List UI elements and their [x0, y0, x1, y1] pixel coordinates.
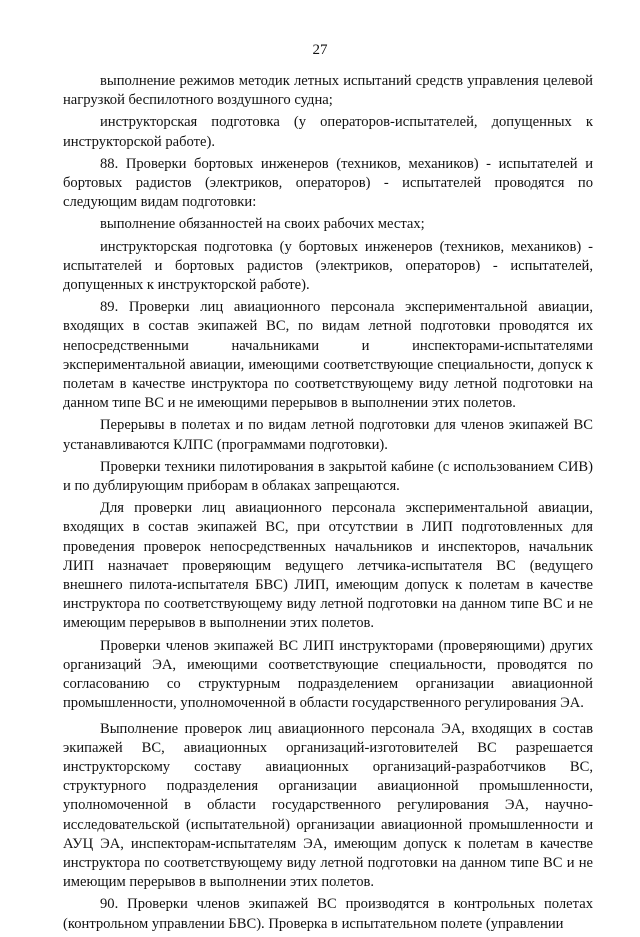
paragraph-6: 89. Проверки лиц авиационного персонала экспериментальной авиации, входящих в состав экипажей ВС, по видам летной подготовки проводятся их непосредственными начальниками и инспекторами-испытателями экспериментальной авиации, имеющими соответствующие специальности, допуск к полетам в качестве инструктора по соответствующему виду летной подготовки на данном типе ВС и не имеющими перерывов в выполнении этих полетов.: [63, 299, 593, 412]
document-body: [63, 72, 593, 937]
paragraph-3: 88. Проверки бортовых инженеров (техников, механиков) - испытателей и бортовых радистов (электриков, операторов) - испытателей проводятся по следующим видам подготовки:: [63, 155, 593, 211]
paragraph-4: выполнение обязанностей на своих рабочих местах;: [100, 216, 425, 233]
paragraph-2: инструкторская подготовка (у операторов-испытателей, допущенных к инструкторской работе).: [63, 114, 593, 150]
paragraph-8: Проверки техники пилотирования в закрытой кабине (с использованием СИВ) и по дублирующим приборам в облаках запрещаются.: [63, 458, 593, 495]
paragraph-12: 90. Проверки членов экипажей ВС производятся в контрольных полетах (контрольном управлении БВС). Проверка в испытательном полете (управлении: [63, 896, 593, 932]
paragraph-5: инструкторская подготовка (у бортовых инженеров (техников, механиков) - испытателей и бортовых радистов (электриков, операторов) - испытателей, допущенных к инструкторской работе).: [63, 238, 593, 294]
paragraph-7: Перерывы в полетах и по видам летной подготовки для членов экипажей ВС устанавливаются КЛПС (программами подготовки).: [63, 417, 593, 453]
paragraph-10: Проверки членов экипажей ВС ЛИП инструкторами (проверяющими) других организаций ЭА, имеющими соответствующие специальности, проводятся по согласованию со структурным подразделением организации авиационной промышленности, уполномоченной в области государственного регулирования ЭА.: [63, 637, 593, 712]
paragraph-11: Выполнение проверок лиц авиационного персонала ЭА, входящих в состав экипажей ВС, авиационных организаций-изготовителей ВС разрешается инструкторскому составу авиационных организаций-разработчиков ВС, структурного подразделения организации авиационной промышленности, уполномоченной в области государственного регулирования ЭА, научно-исследовательской (испытательной) организации авиационной промышленности и АУЦ ЭА, инспекторам-испытателям ЭА, имеющим допуск к полетам в качестве инструктора по соответствующему виду летной подготовки на данном типе ВС и не имеющим перерывов в выполнении этих полетов.: [63, 720, 593, 891]
paragraph-1: выполнение режимов методик летных испытаний средств управления целевой нагрузкой беспилотного воздушного судна;: [63, 73, 593, 109]
page-number: 27: [312, 42, 328, 58]
paragraph-9: Для проверки лиц авиационного персонала экспериментальной авиации, входящих в состав экипажей ВС, при отсутствии в ЛИП подготовленных для проведения проверок непосредственных начальников и инспекторов, начальник ЛИП назначает проверяющим ведущего летчика-испытателя ВС (ведущего внешнего пилота-испытателя БВС) ЛИП, имеющим допуск к полетам в качестве инструктора по соответствующему виду летной подготовки на данном типе ВС и не имеющим перерывов в выполнении этих полетов.: [63, 500, 593, 632]
